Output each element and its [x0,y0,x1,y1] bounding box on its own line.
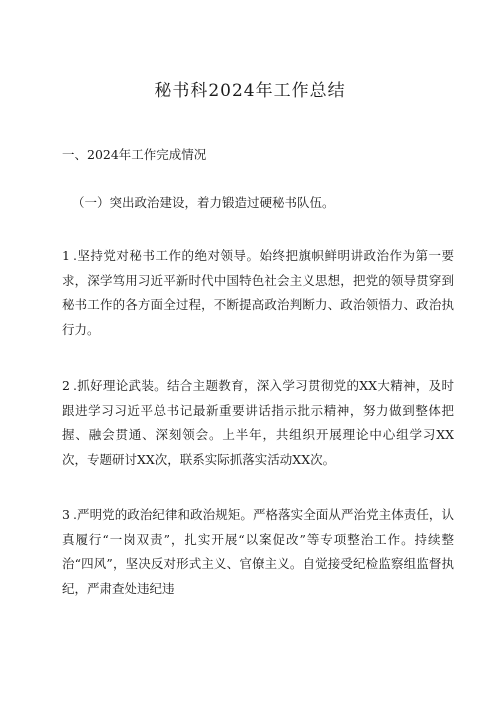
section-heading: 一、2024年工作完成情况 [62,147,207,162]
paragraph-text: .严明党的政治纪律和政治规矩。严格落实全面从严治党主体责任，认真履行“一岗双责”，扎实开展“以案促改”等专项整治工作。持续整治“四风”，坚决反对形式主义、官僚主义。自觉接受纪检监察组监督执纪，严肃查处违纪违 [62,507,454,596]
paragraph-text: .抓好理论武装。结合主题教育，深入学习贯彻党的XX大精神，及时跟进学习习近平总书记最新重要讲话指示批示精神，努力做到整体把握、融会贯通、深刻领会。上半年，共组织开展理论中心组学习XX次，专题研讨XX次，联系实际抓落实活动XX次。 [62,378,454,467]
paragraph-3 [62,503,454,601]
paragraph-number: 1 [62,248,70,263]
paragraph-1 [62,244,454,342]
paragraph-number: 2 [62,378,70,393]
subsection-heading: （一）突出政治建设，着力锻造过硬秘书队伍。 [72,195,335,210]
document-title: 秘书科2024年工作总结 [154,81,346,101]
paragraph-2 [62,374,454,472]
paragraph-text: .坚持党对秘书工作的绝对领导。始终把旗帜鲜明讲政治作为第一要求，深学笃用习近平新时代中国特色社会主义思想，把党的领导贯穿到秘书工作的各方面全过程，不断提高政治判断力、政治领悟力、政治执行力。 [62,248,454,337]
paragraph-number: 3 [62,507,70,522]
